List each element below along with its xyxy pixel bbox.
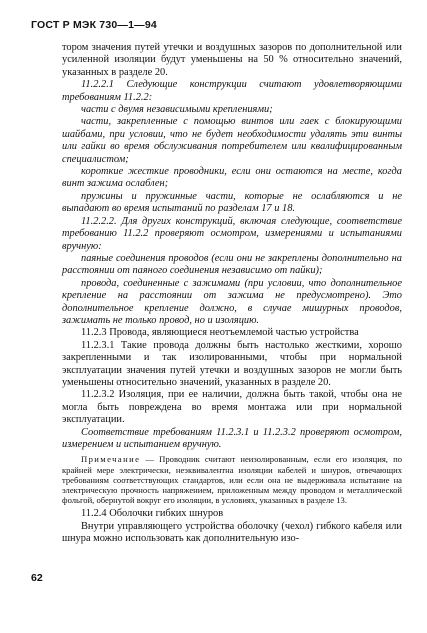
paragraph-cord-sheath: Внутри управляющего устройства оболочку (чехол) гибкого кабеля или шнура можно использовать как дополнительную изо- xyxy=(62,520,402,545)
list-item-soldered-joints: паяные соединения проводов (если они не закреплены дополнительно на расстоянии от паяного соединения независимо от пайки); xyxy=(62,252,402,277)
note-block xyxy=(62,454,402,505)
paragraph-11-2-3-2: 11.2.3.2 Изоляция, при ее наличии, должна быть такой, чтобы она не могла быть повреждена во время монтажа или при нормальной эксплуатации. xyxy=(62,389,402,426)
note-label: Примечание xyxy=(81,454,141,465)
note-text: — Проводник считают неизолированным, если его изоляция, по крайней мере электрически, неэквивалентна изоляции кабелей и шнуров, отвечающих требованиям соответствующих стандартов, или если она не выдерживала испытание на электрическую прочность напряжением, приложенным между проводом и металлической фольгой, обернутой вокруг его изоляции, в условиях, указанных в разделе 13. xyxy=(62,454,402,506)
list-item-short-rigid-conductors: короткие жесткие проводники, если они остаются на месте, когда винт зажима ослаблен; xyxy=(62,166,402,190)
paragraph-11-2-2-1: 11.2.2.1 Следующие конструкции считают удовлетворяющими требованиям 11.2.2: xyxy=(62,79,402,103)
list-item-two-fixings: части с двумя независимыми креплениями; xyxy=(81,104,273,116)
list-item-locking-washers: части, закрепленные с помощью винтов или гаек с блокирующими шайбами, при условии, что не будет необходимости удалять эти винты или гайки во время обслуживания потребителем или квалифицированным специалистом; xyxy=(62,116,402,165)
list-item-terminal-conductors: провода, соединенные с зажимами (при условии, что дополнительное крепление на расстоянии от зажима не предусмотрено). Это дополнительное крепление должно, в случае мишурных проводов, зажимать не только провод, но и изоляцию. xyxy=(62,277,402,326)
list-item-springs: пружины и пружинные части, которые не ослабляются и не выпадают во время испытаний по разделам 17 и 18. xyxy=(62,190,402,215)
paragraph-11-2-3-1: 11.2.3.1 Такие провода должны быть настолько жесткими, хорошо закрепленными и так изолированными, чтобы при нормальной эксплуатации значения путей утечки и воздушных зазоров не могли быть уменьшены относительно значений, указанных в разделе 20. xyxy=(62,339,402,388)
heading-11-2-4: 11.2.4 Оболочки гибких шнуров xyxy=(81,508,224,520)
heading-11-2-3: 11.2.3 Провода, являющиеся неотъемлемой частью устройства xyxy=(81,327,359,339)
paragraph-continuation: тором значения путей утечки и воздушных зазоров по дополнительной или усиленной изоляции будут уменьшены на 50 % относительно значений, указанных в разделе 20. xyxy=(62,42,402,78)
paragraph-compliance-check: Соответствие требованиям 11.2.3.1 и 11.2.3.2 проверяют осмотром, измерением и испытанием вручную. xyxy=(62,426,402,450)
page-number: 62 xyxy=(31,572,43,584)
paragraph-11-2-2-2: 11.2.2.2. Для других конструкций, включая следующие, соответствие требованию 11.2.2 проверяют осмотром, измерениями и испытаниями вручную: xyxy=(62,215,402,252)
page-body xyxy=(62,42,402,546)
standard-header: ГОСТ Р МЭК 730—1—94 xyxy=(31,19,157,31)
